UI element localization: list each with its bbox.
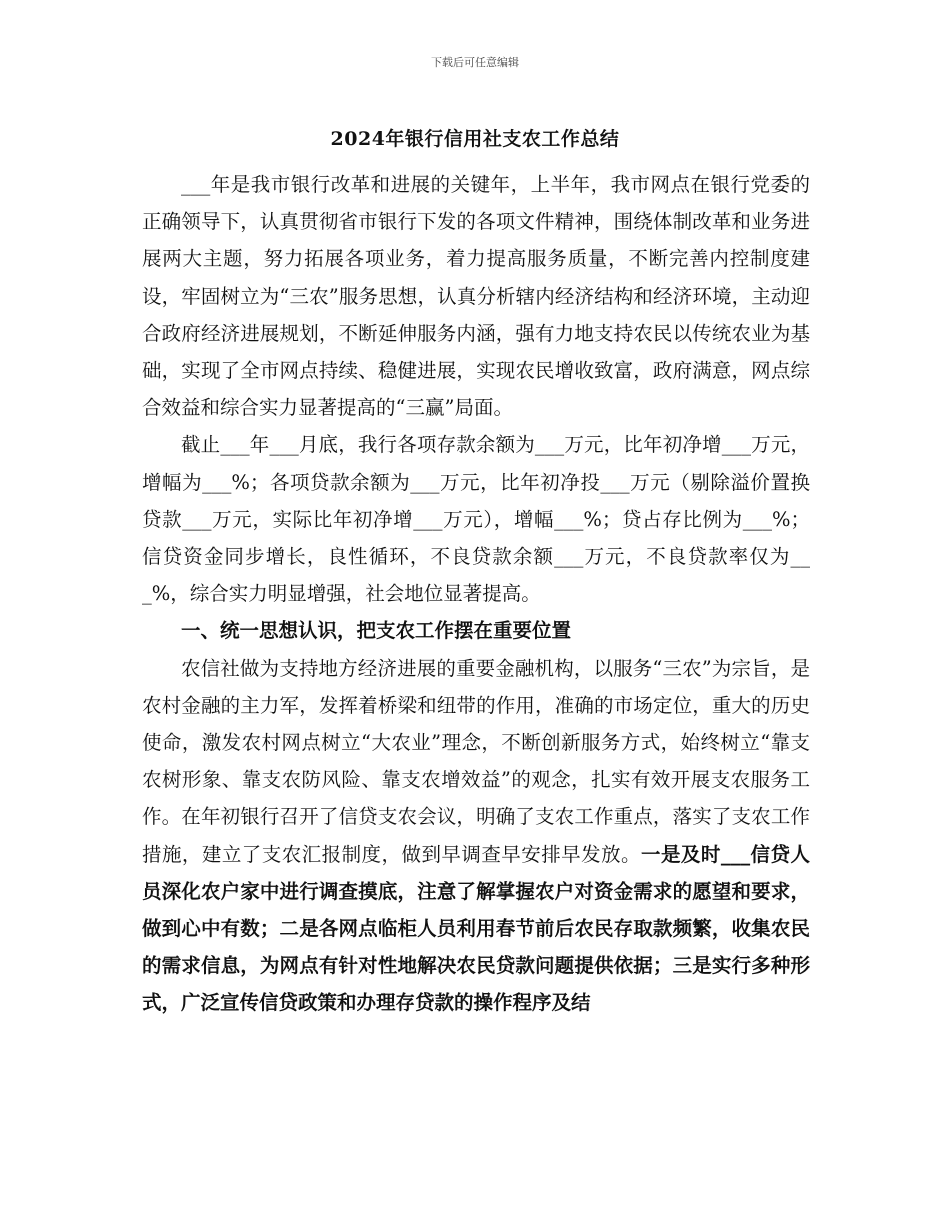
section-heading-1: 一、统一思想认识，把支农工作摆在重要位置 <box>181 619 572 643</box>
paragraph-section-1-normal: 农信社做为支持地方经济进展的重要金融机构，以服务“三农”为宗旨，是农村金融的主力军，发挥着桥梁和纽带的作用，准确的市场定位，重大的历史使命，激发农村网点树立“大农业”理念，不断创新服务方式，始终树立“靠支农树形象、靠支农防风险、靠支农增效益”的观念，扎实有效开展支农服务工作。在年初银行召开了信贷支农会议，明确了支农工作重点，落实了支农工作措施，建立了支农汇报制度，做到早调查早安排早发放。 <box>142 656 810 866</box>
document-body <box>142 166 810 1022</box>
paragraph-intro: ___年是我市银行改革和进展的关键年，上半年，我市网点在银行党委的正确领导下，认真贯彻省市银行下发的各项文件精神，围绕体制改革和业务进展两大主题，努力拓展各项业务，着力提高服务质量，不断完善内控制度建设，牢固树立为“三农”服务思想，认真分析辖内经济结构和经济环境，主动迎合政府经济进展规划，不断延伸服务内涵，强有力地支持农民以传统农业为基础，实现了全市网点持续、稳健进展，实现农民增收致富，政府满意，网点综合效益和综合实力显著提高的“三赢”局面。 <box>142 173 810 420</box>
paragraph-section-1 <box>142 650 810 1022</box>
document-title: 2024年银行信用社支农工作总结 <box>330 128 620 150</box>
paragraph-section-1-bold: 一是及时___信贷人员深化农户家中进行调查摸底，注意了解掌握农户对资金需求的愿望和要求，做到心中有数；二是各网点临柜人员利用春节前后农民存取款频繁，收集农民的需求信息，为网点有针对性地解决农民贷款问题提供依据；三是实行多种形式，广泛宣传信贷政策和办理存贷款的操作程序及结 <box>142 842 810 1015</box>
paragraph-figures: 截止___年___月底，我行各项存款余额为___万元，比年初净增___万元，增幅为___%；各项贷款余额为___万元，比年初净投___万元（剔除溢价置换贷款___万元，实际比年初净增___万元），增幅___%；贷占存比例为___%；信贷资金同步增长，良性循环，不良贷款余额___万元，不良贷款率仅为___%，综合实力明显增强，社会地位显著提高。 <box>142 433 810 606</box>
header-note: 下载后可任意编辑 <box>431 56 519 69</box>
